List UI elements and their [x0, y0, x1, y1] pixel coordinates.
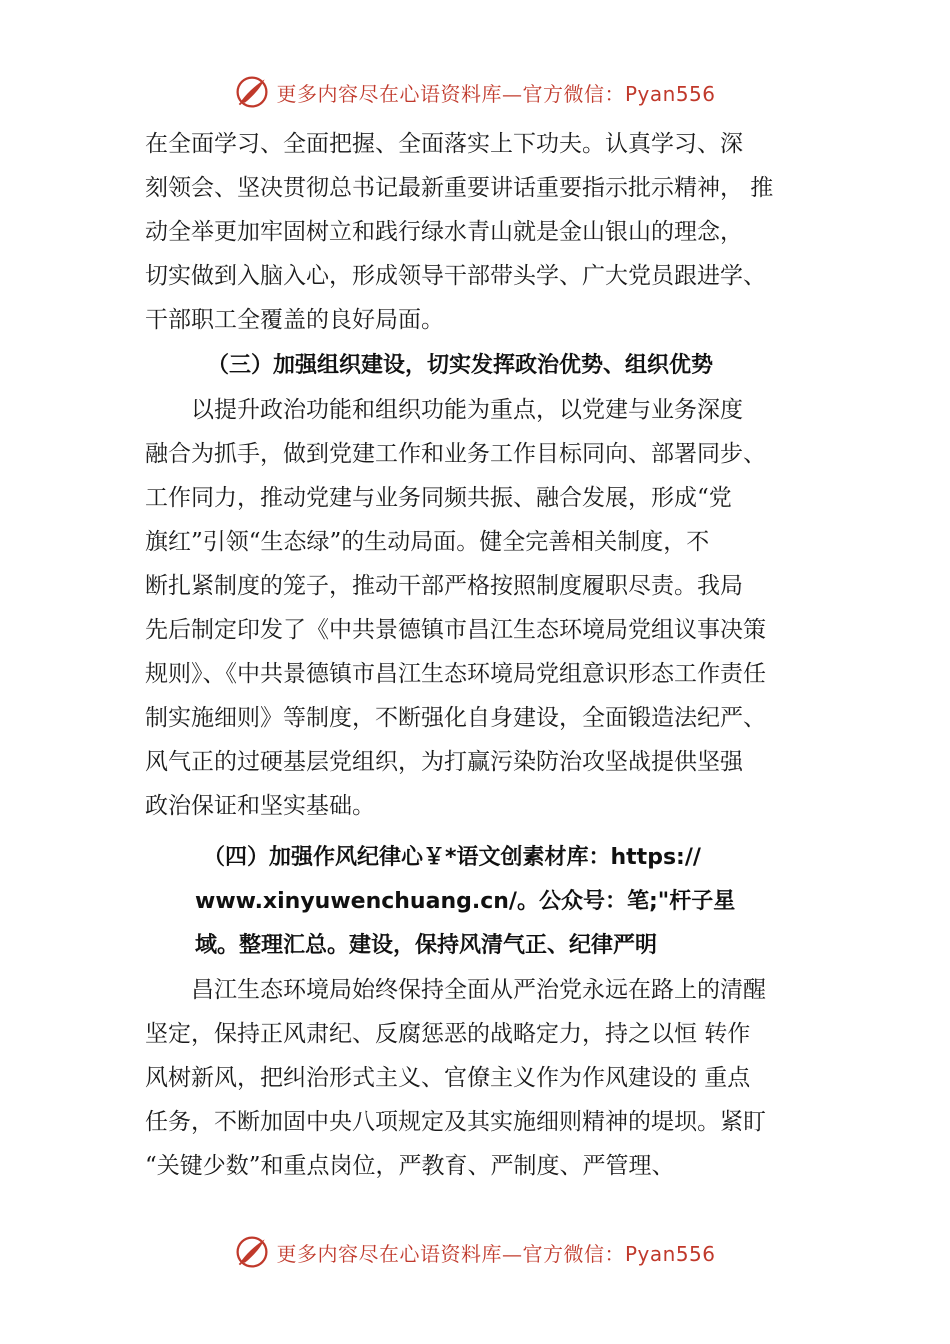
heading-line: （四）加强作风纪律心￥*语文创素材库：https:// — [203, 845, 701, 870]
text-line: 刻领会、坚决贯彻总书记最新重要讲话重要指示批示精神， 推 — [145, 175, 774, 201]
text-line: 切实做到入脑入心，形成领导干部带头学、广大党员跟进学、 — [145, 263, 766, 289]
header-watermark — [0, 70, 950, 114]
text-line: 先后制定印发了《中共景德镇市昌江生态环境局党组议事决策 — [145, 617, 766, 643]
paragraph-1 — [145, 122, 835, 342]
text-line: “关键少数”和重点岗位，严教育、严制度、严管理、 — [145, 1153, 675, 1179]
paragraph-2 — [145, 388, 835, 828]
quill-seal-icon — [234, 1234, 270, 1270]
section-heading-3: （三）加强组织建设，切实发挥政治优势、组织优势 — [207, 353, 714, 378]
text-line: 旗红”引领“生态绿”的生动局面。健全完善相关制度，不 — [145, 529, 710, 555]
document-body — [145, 122, 835, 1188]
text-line: 干部职工全覆盖的良好局面。 — [145, 307, 444, 333]
text-line: 政治保证和坚实基础。 — [145, 793, 375, 819]
text-line: 任务，不断加固中央八项规定及其实施细则精神的堤坝。紧盯 — [145, 1109, 766, 1135]
text-line: 风气正的过硬基层党组织，为打赢污染防治攻坚战提供坚强 — [145, 749, 743, 775]
text-line: 断扎紧制度的笼子，推动干部严格按照制度履职尽责。我局 — [145, 573, 743, 599]
text-line: 坚定，保持正风肃纪、反腐惩恶的战略定力，持之以恒 转作 — [145, 1021, 751, 1047]
text-line: 规则》、《中共景德镇市昌江生态环境局党组意识形态工作责任 — [145, 661, 766, 687]
heading-line: 域。整理汇总。建设，保持风清气正、纪律严明 — [195, 933, 658, 958]
text-line: 制实施细则》等制度，不断强化自身建设，全面锻造法纪严、 — [145, 705, 766, 731]
text-line: 在全面学习、全面把握、全面落实上下功夫。认真学习、深 — [145, 131, 743, 157]
watermark-text: 更多内容尽在心语资料库—官方微信：Pyan556 — [276, 1241, 716, 1266]
text-line: 动全举更加牢固树立和践行绿水青山就是金山银山的理念， — [145, 219, 743, 245]
section-heading-4 — [145, 836, 835, 968]
text-line: 昌江生态环境局始终保持全面从严治党永远在路上的清醒 — [191, 977, 766, 1003]
text-line: 融合为抓手，做到党建工作和业务工作目标同向、部署同步、 — [145, 441, 766, 467]
paragraph-3 — [145, 968, 835, 1188]
footer-watermark — [0, 1230, 950, 1274]
watermark-text: 更多内容尽在心语资料库—官方微信：Pyan556 — [276, 81, 716, 106]
text-line: 工作同力，推动党建与业务同频共振、融合发展，形成“党 — [145, 485, 732, 511]
text-line: 风树新风，把纠治形式主义、官僚主义作为作风建设的 重点 — [145, 1065, 751, 1091]
quill-seal-icon — [234, 74, 270, 110]
text-line: 以提升政治功能和组织功能为重点，以党建与业务深度 — [191, 397, 743, 423]
heading-line: www.xinyuwenchuang.cn/。公众号：笔;"杆子星 — [195, 889, 736, 914]
